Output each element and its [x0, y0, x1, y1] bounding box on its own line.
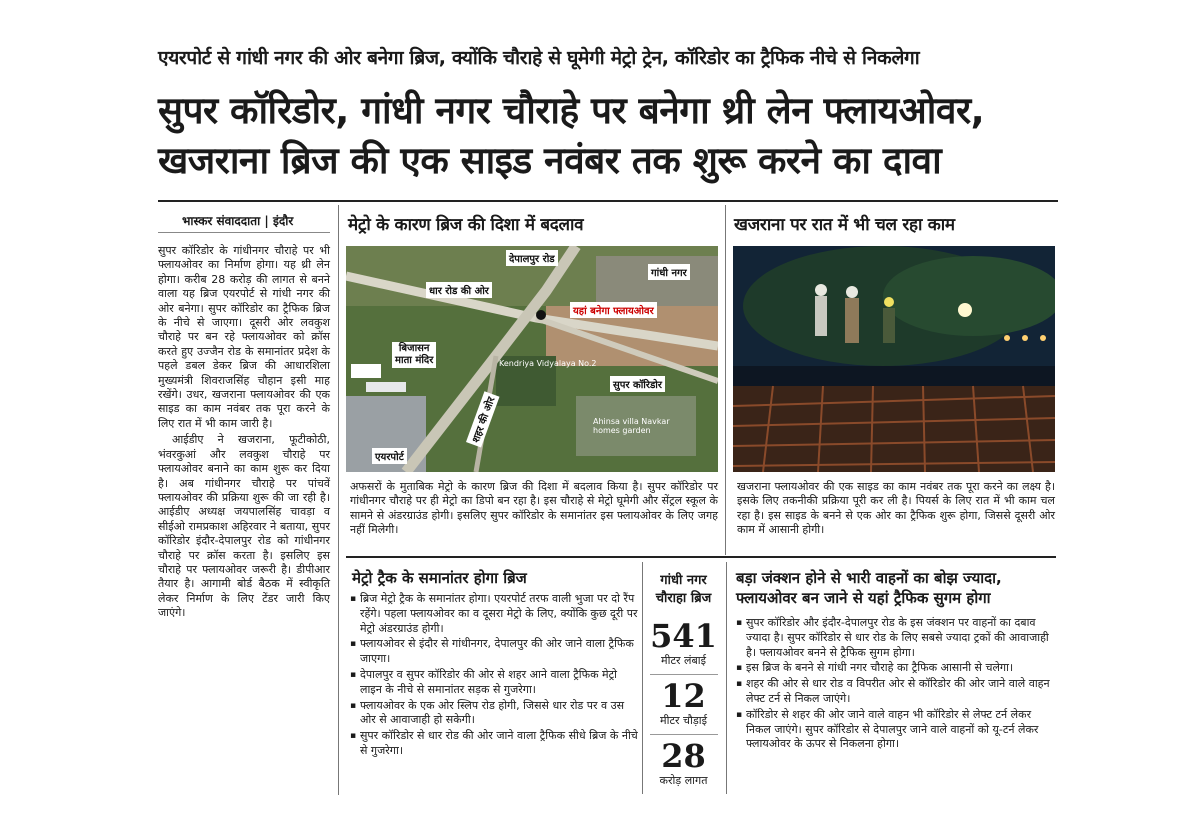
article-body: [158, 244, 330, 623]
main-headline: [158, 86, 1058, 186]
map-label-gandhinagar: गांधी नगर: [648, 264, 690, 280]
kicker-headline: एयरपोर्ट से गांधी नगर की ओर बनेगा ब्रिज, क्योंकि चौराहे से घूमेगी मेट्रो ट्रेन, कॉरिडोर का ट्रैफिक नीचे से निकलेगा: [158, 47, 920, 69]
junction-list: [736, 616, 1056, 753]
metro-track-item: ▪ फ्लायओवर से इंदौर से गांधीनगर, देपालपुर की ओर जाने वाला ट्रैफिक जाएगा।: [350, 637, 638, 667]
map-label-flyover: यहां बनेगा फ्लायओवर: [570, 302, 657, 318]
metro-caption: अफसरों के मुताबिक मेट्रो के कारण ब्रिज की दिशा में बदलाव किया है। सुपर कॉरिडोर पर गांधीनगर चौराहे पर ही मेट्रो का डिपो बन रहा है। इस चौराहे से मेट्रो घूमेगी और सेंट्रल स्कूल के सामने से अंडरग्राउंड होगी। इसलिए सुपर कॉरिडोर के समानांतर इस फ्लायओवर के लिए जगह नहीं मिलेगी।: [350, 480, 718, 537]
fact-length-number: 541: [650, 617, 717, 655]
khajrana-night-photo: [733, 246, 1055, 472]
fact-divider-1: [650, 674, 718, 675]
map-label-ahinsa: Ahinsa villa Navkar homes garden: [593, 417, 670, 435]
top-rule: [158, 200, 1058, 202]
junction-item: ▪ शहर की ओर से धार रोड व विपरीत ओर से कॉरिडोर की ओर जाने वाले वाहन लेफ्ट टर्न से निकल जाएंगे।: [736, 677, 1056, 707]
map-label-bijasan-line2: माता मंदिर: [395, 355, 434, 366]
fact-cost: [646, 738, 721, 788]
body-paragraph-2: आईडीए ने खजराना, फूटीकोठी, भंवरकुआं और लवकुश चौराहे पर फ्लायओवर बनाने का काम शुरू कर दिया है। अब गांधीनगर चौराहे पर पांचवें फ्लायओवर की प्रक्रिया शुरू की जा रही है। आईडीए अध्यक्ष जयपालसिंह चावड़ा व सीईओ रामप्रकाश अहिरवार ने बताया, सुपर कॉरिडोर इंदौर-देपालपुर रोड को गांधीनगर चौराहे पर क्रॉस करता है। इसलिए इस चौराहे पर फ्लायओवर जरूरी है। डीपीआर तैयार है। आगामी बोर्ड बैठक में स्वीकृति लेकर निर्माण के लिए टेंडर जारी किए जाएंगे।: [158, 433, 330, 620]
facts-title: [646, 572, 721, 608]
map-label-airport: एयरपोर्ट: [372, 448, 407, 464]
body-paragraph-1: सुपर कॉरिडोर के गांधीनगर चौराहे पर भी फ्लायओवर का निर्माण होगा। यह थ्री लेन होगा। करीब 28 करोड़ की लागत से बनने वाला यह ब्रिज एयरपोर्ट से गांधी नगर की ओर बनेगा। सुपर कॉरिडोर का ट्रैफिक ब्रिज के नीचे से जाएगा। दूसरी ओर लवकुश चौराहे पर बन रहे फ्लायओवर को क्रॉस करते हुए उज्जैन रोड के समानांतर प्रदेश के पहले डबल डेकर ब्रिज की आधारशिला मुख्यमंत्री शिवराजसिंह चौहान इसी माह रखेंगे। उधर, खजराना फ्लायओवर की एक साइड का काम नवंबर तक पूरा करने के लिए रात में भी काम जारी है।: [158, 244, 330, 430]
metro-track-item: ▪ सुपर कॉरिडोर से धार रोड की ओर जाने वाला ट्रैफिक सीधे ब्रिज के नीचे से गुजरेगा।: [350, 729, 638, 759]
metro-track-item: ▪ ब्रिज मेट्रो ट्रैक के समानांतर होगा। एयरपोर्ट तरफ वाली भुजा पर दो रैंप रहेंगे। पहला फ्लायओवर का व दूसरा मेट्रो के लिए, क्योंकि कुछ दूरी पर मेट्रो अंडरग्राउंड होगी।: [350, 592, 638, 636]
facts-title-line2: चौराहा ब्रिज: [655, 591, 712, 606]
fact-length: [646, 618, 721, 668]
column-divider-1: [338, 205, 339, 795]
metro-track-list: [350, 592, 638, 760]
column-divider-2: [725, 205, 726, 555]
metro-track-item: ▪ देपालपुर व सुपर कॉरिडोर की ओर से शहर आने वाला ट्रैफिक मेट्रो लाइन के नीचे से समानांतर सड़क से गुजरेगा।: [350, 668, 638, 698]
fact-divider-2: [650, 734, 718, 735]
fact-cost-label: करोड़ लागत: [659, 774, 708, 787]
fact-cost-number: 28: [661, 737, 706, 775]
map-label-super-corridor: सुपर कॉरिडोर: [610, 376, 665, 392]
map-label-kv: Kendriya Vidyalaya No.2: [499, 359, 597, 368]
column-divider-3: [642, 562, 643, 794]
aerial-map-photo: [346, 246, 718, 472]
khajrana-caption: खजराना फ्लायओवर की एक साइड का काम नवंबर तक पूरा करने का लक्ष्य है। इसके लिए तकनीकी प्रक्रिया पूरी कर ली है। पियर्स के लिए रात में भी काम चल रहा है। इस साइड के बनने से एक ओर का ट्रैफिक शुरू होगा, जिससे दूसरी ओर काम में आसानी होगी।: [737, 480, 1055, 537]
map-label-dhar-road: धार रोड की ओर: [426, 282, 492, 298]
byline: भास्कर संवाददाता | इंदौर: [182, 214, 294, 228]
junction-heading-line2: फ्लायओवर बन जाने से यहां ट्रैफिक सुगम होगा: [736, 589, 991, 607]
fact-length-label: मीटर लंबाई: [661, 654, 706, 667]
junction-item: ▪ इस ब्रिज के बनने से गांधी नगर चौराहे का ट्रैफिक आसानी से चलेगा।: [736, 661, 1056, 676]
junction-item: ▪ सुपर कॉरिडोर और इंदौर-देपालपुर रोड के इस जंक्शन पर वाहनों का दबाव ज्यादा है। सुपर कॉरिडोर से धार रोड के लिए सबसे ज्यादा ट्रकों की आवाजाही है। फ्लायओवर बनने से ट्रैफिक सुगम होगा।: [736, 616, 1056, 660]
facts-title-line1: गांधी नगर: [660, 573, 707, 588]
fact-width-label: मीटर चौड़ाई: [660, 714, 707, 727]
khajrana-section-heading: खजराना पर रात में भी चल रहा काम: [734, 215, 955, 235]
junction-item: ▪ कॉरिडोर से शहर की ओर जाने वाले वाहन भी कॉरिडोर से लेफ्ट टर्न लेकर निकल जाएंगे। सुपर कॉरिडोर से देपालपुर जाने वाले वाहनों को यू-टर्न लेकर फ्लायओवर के ऊपर से निकलना होगा।: [736, 708, 1056, 752]
metro-track-heading: मेट्रो ट्रैक के समानांतर होगा ब्रिज: [352, 569, 527, 587]
junction-heading-line1: बड़ा जंक्शन होने से भारी वाहनों का बोझ ज्यादा,: [736, 569, 1002, 587]
metro-track-item: ▪ फ्लायओवर के एक ओर स्लिप रोड होगी, जिससे धार रोड पर व उस ओर से आवाजाही हो सकेगी।: [350, 699, 638, 729]
map-label-city-road: शहर की ओर: [466, 391, 499, 447]
fact-width: [646, 678, 721, 728]
metro-section-heading: मेट्रो के कारण ब्रिज की दिशा में बदलाव: [348, 215, 584, 235]
map-label-depalpur-road: देपालपुर रोड: [506, 250, 558, 266]
mid-rule: [346, 556, 1056, 558]
headline-line-2: खजराना ब्रिज की एक साइड नवंबर तक शुरू करने का दावा: [158, 139, 942, 182]
map-label-bijasan: [392, 342, 436, 368]
column-divider-4: [726, 562, 727, 794]
map-label-bijasan-line1: बिजासन: [398, 343, 430, 354]
headline-line-1: सुपर कॉरिडोर, गांधी नगर चौराहे पर बनेगा थ्री लेन फ्लायओवर,: [158, 89, 985, 132]
fact-width-number: 12: [661, 677, 706, 715]
byline-rule: [158, 232, 330, 233]
junction-heading: [736, 568, 1056, 608]
night-construction-graphic: [733, 246, 1055, 472]
